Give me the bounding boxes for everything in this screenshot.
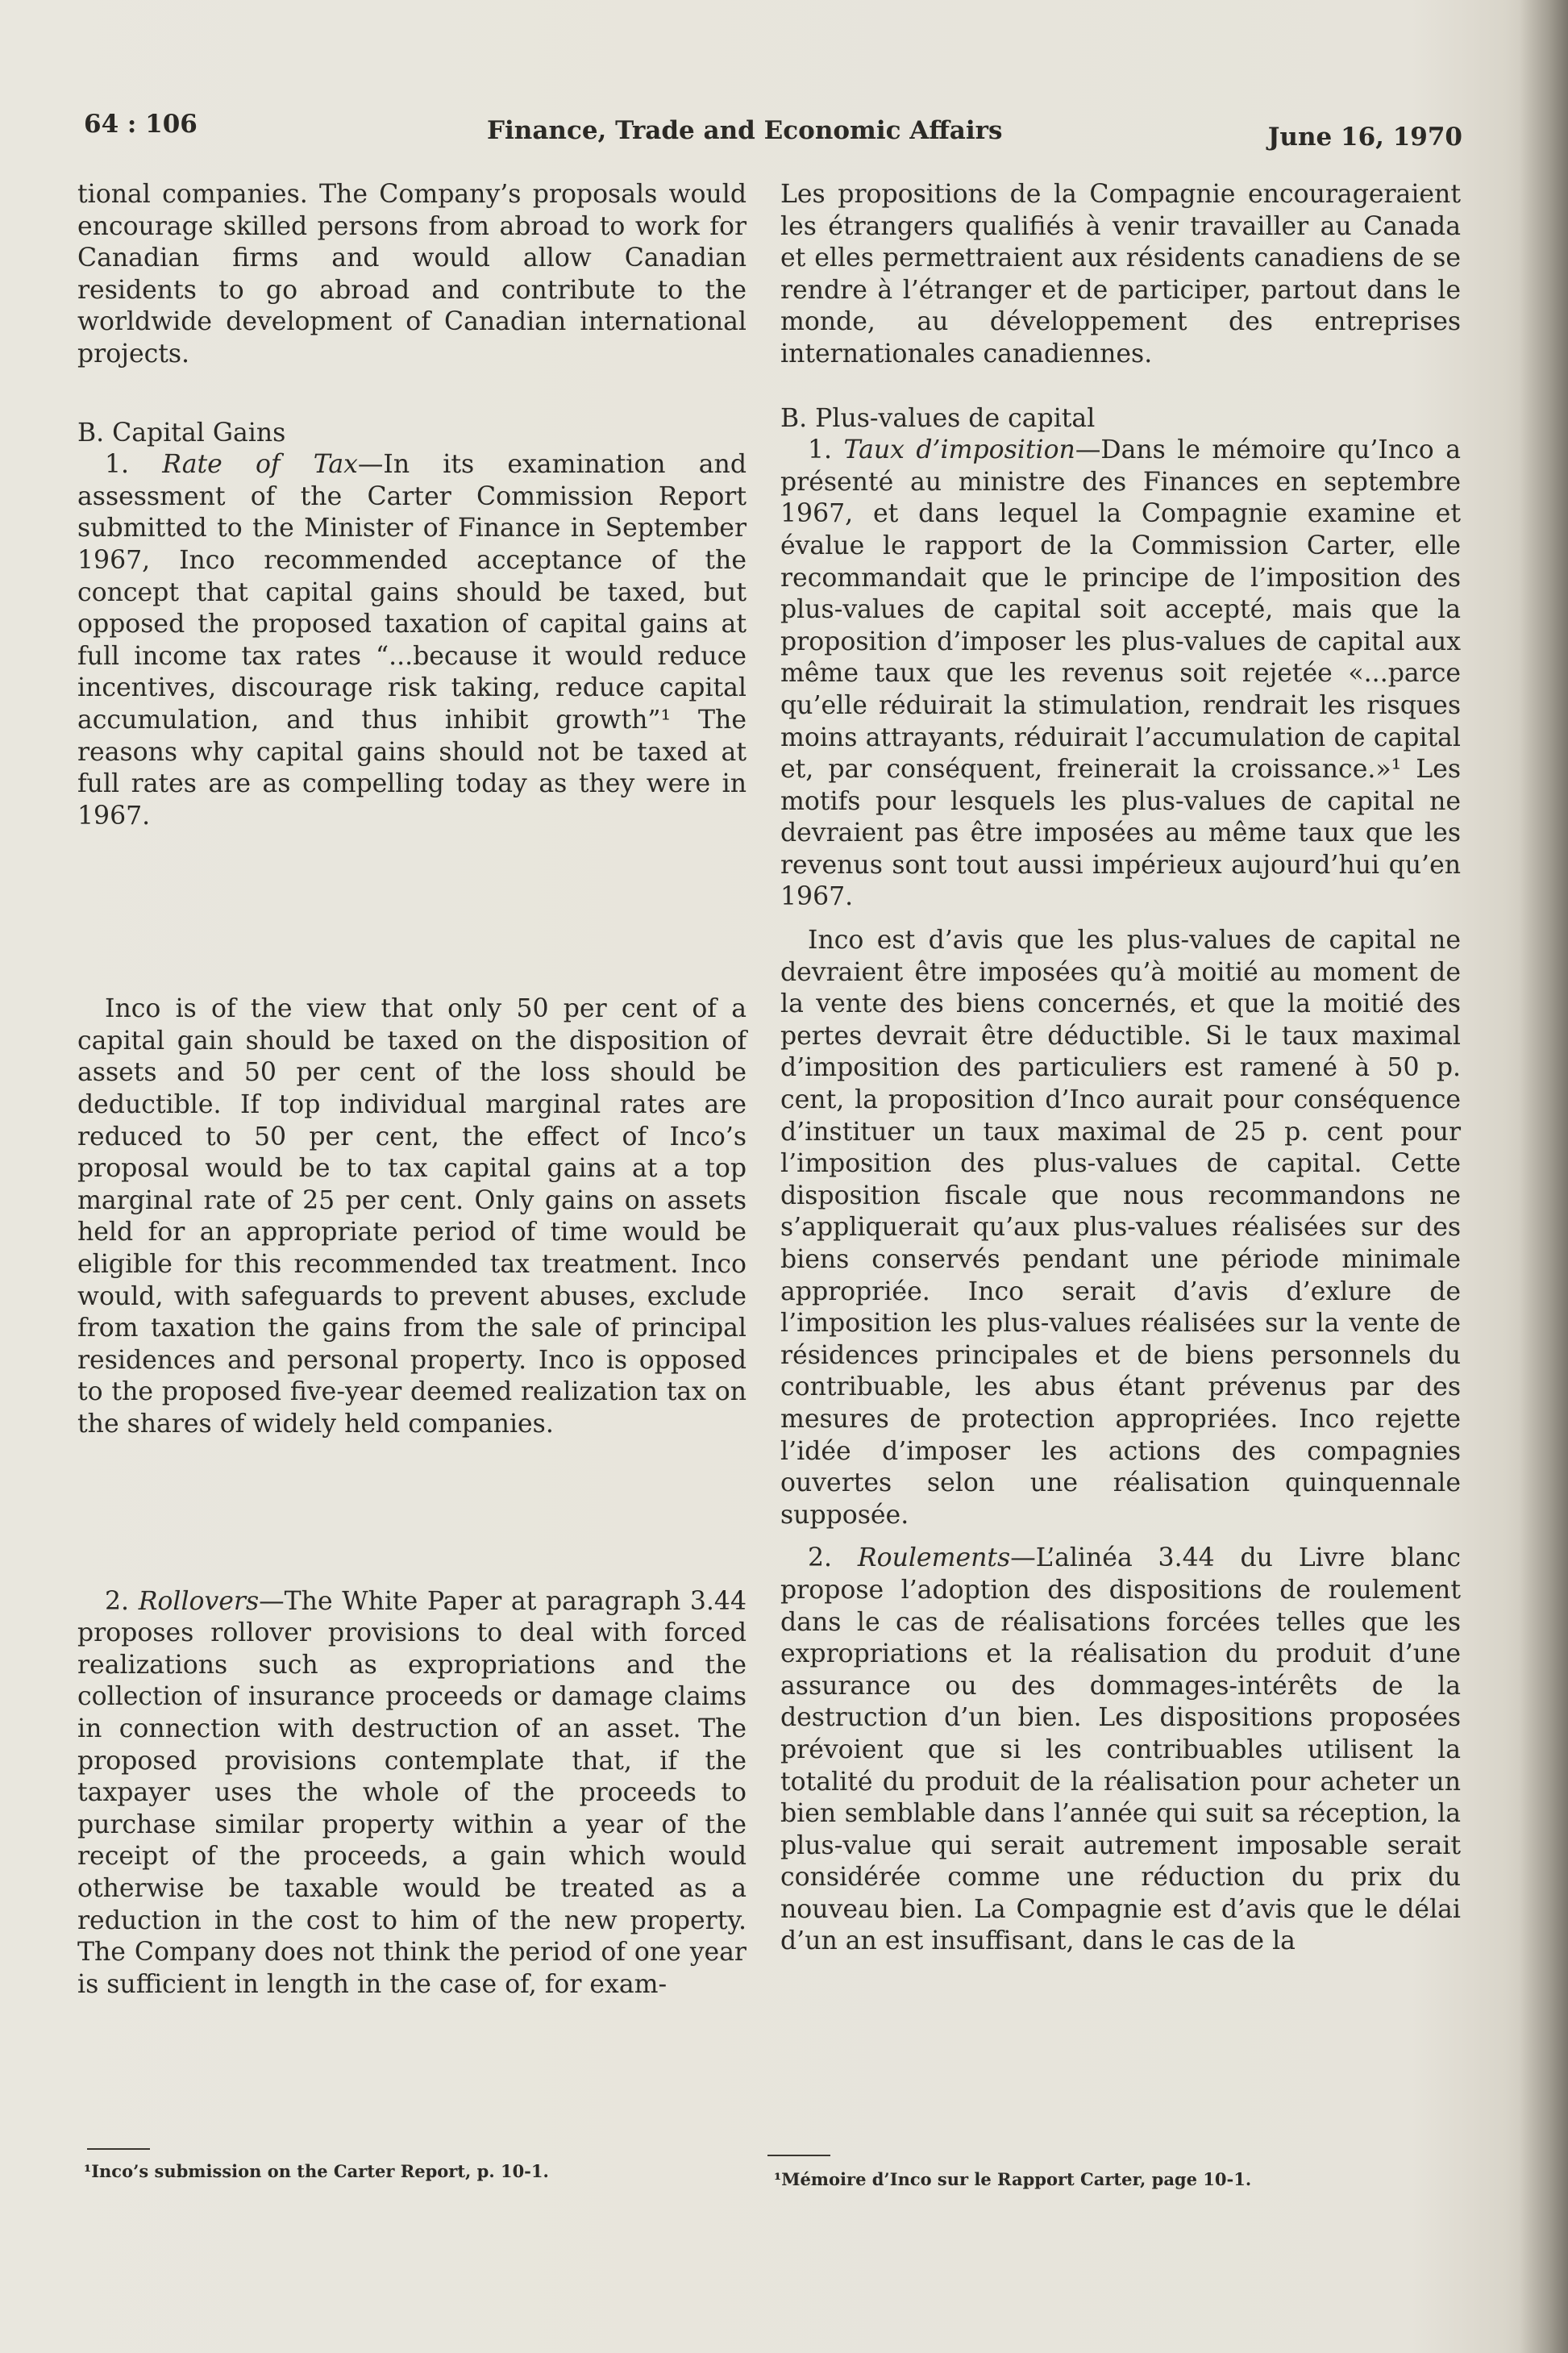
fr-p2-title: Roulements	[857, 1543, 1011, 1573]
fr-footnote-rule	[767, 2155, 830, 2156]
fr-p1-number: 1.	[808, 435, 833, 465]
en-p2-title: Rollovers	[138, 1586, 260, 1616]
fr-p2-body: —L’alinéa 3.44 du Livre blanc propose l’adoption des dispositions de roulement dans le cas de réalisations forcées telles que les expropriations et la réalisation du produit d’une assurance ou des dommages-intérêts de la destruction d’un bien. Les dispositions proposées prévoient que si les contribuables utilisent la totalité du produit de la réalisation pour acheter un bien semblable dans l’année qui suit sa réception, la plus-value qui serait autrement imposable serait considérée comme une réduction du prix du nouveau bien. La Compagnie est d’avis que le délai d’un an est insuffisant, dans le cas de la	[780, 1543, 1462, 1956]
en-p1-body: —In its examination and assessment of the Carter Commission Report submitted to the Minister of Finance in September 1967, Inco recommended acceptance of the concept that capital gains should be taxed, but opposed the proposed taxation of capital gains at full income tax rates “...because it would reduce incentives, discourage risk taking, reduce capital accumulation, and thus inhibit growth”¹ The reasons why capital gains should not be taxed at full rates are as compelling today as they were in 1967.	[77, 450, 747, 831]
en-intro-paragraph: tional companies. The Company’s proposals would encourage skilled persons from abroad to work for Canadian firms and would allow Canadian residents to go abroad and contribute to the worldwide development of Canadian international projects.	[77, 180, 747, 369]
en-paragraph-rollovers	[77, 1586, 747, 2001]
fr-paragraph-taux	[780, 435, 1461, 914]
french-column	[780, 179, 1461, 1958]
publication-title: Finance, Trade and Economic Affairs	[487, 116, 1003, 145]
en-p2-number: 2.	[105, 1586, 130, 1616]
english-column	[77, 179, 747, 2001]
fr-paragraph-inco-avis: Inco est d’avis que les plus-values de capital ne devraient être imposées qu’à moitié au moment de la vente des biens concernés, et que la moitié des pertes devrait être déductible. Si le taux maximal d’imposition des particuliers est ramené à 50 p. cent, la proposition d’Inco aurait pour conséquence d’instituer un taux maximal de 25 p. cent pour l’imposition des plus-values de capital. Cette disposition fiscale que nous recommandons ne s’appliquerait qu’aux plus-values réalisées sur des biens conservés pendant une période minimale appropriée. Inco serait d’avis d’exlure de l’imposition les plus-values réalisées sur la vente de résidences principales et de biens personnels du contribuable, les abus étant prévenus par des mesures de protection appropriées. Inco rejette l’idée d’imposer les actions des compagnies ouvertes selon une réalisation quinquennale supposée.	[780, 926, 1461, 1530]
fr-p2-number: 2.	[808, 1543, 833, 1573]
en-p2-body: —The White Paper at paragraph 3.44 proposes rollover provisions to deal with forced realizations such as expropriations and the collection of insurance proceeds or damage claims in connection with destruction of an asset. The proposed provisions contemplate that, if the taxpayer uses the whole of the proceeds to purchase similar property within a year of the receipt of the proceeds, a gain which would otherwise be taxable would be treated as a reduction in the cost to him of the new property. The Company does not think the period of one year is sufficient in length in the case of, for exam-	[77, 1586, 747, 1999]
fr-intro-paragraph: Les propositions de la Compagnie encourageraient les étrangers qualifiés à venir travailler au Canada et elles permettraient aux résidents canadiens de se rendre à l’étranger et de participer, partout dans le monde, au développement des entreprises internationales canadiennes.	[780, 180, 1461, 369]
en-paragraph-rate-of-tax	[77, 449, 747, 832]
en-paragraph-inco-view: Inco is of the view that only 50 per cent of a capital gain should be taxed on the disposition of assets and 50 per cent of the loss should be deductible. If top individual marginal rates are reduced to 50 per cent, the effect of Inco’s proposal would be to tax capital gains at a top marginal rate of 25 per cent. Only gains on assets held for an appropriate period of time would be eligible for this recommended tax treatment. Inco would, with safeguards to prevent abuses, exclude from taxation the gains from the sale of principal residences and personal property. Inco is opposed to the proposed five-year deemed realization tax on the shares of widely held companies.	[77, 994, 747, 1439]
running-header	[84, 110, 1462, 150]
fr-p1-title: Taux d’imposition	[843, 435, 1075, 465]
page-number: 64 : 106	[84, 110, 198, 139]
fr-footnote: ¹Mémoire d’Inco sur le Rapport Carter, page 10-1.	[774, 2169, 1252, 2189]
fr-paragraph-roulements	[780, 1543, 1461, 1958]
en-footnote-rule	[87, 2148, 150, 2150]
en-footnote: ¹Inco’s submission on the Carter Report, p. 10-1.	[84, 2161, 549, 2181]
en-p1-title: Rate of Tax	[162, 450, 358, 480]
fr-p1-body: —Dans le mémoire qu’Inco a présenté au ministre des Finances en septembre 1967, et dans lequel la Compagnie examine et évalue le rapport de la Commission Carter, elle recommandait que le principe de l’imposition des plus-values de capital soit accepté, mais que la proposition d’imposer les plus-values de capital aux même taux que les revenus soit rejetée «...parce qu’elle réduirait la stimulation, rendrait les risques moins attrayants, réduirait l’accumulation de capital et, par conséquent, freinerait la croissance.»¹ Les motifs pour lesquels les plus-values de capital ne devraient pas être imposées au même taux que les revenus sont tout aussi impérieux aujourd’hui qu’en 1967.	[780, 435, 1461, 912]
en-section-heading: B. Capital Gains	[77, 418, 286, 448]
en-p1-number: 1.	[105, 450, 130, 480]
page-binding-edge	[1520, 0, 1568, 2353]
header-date: June 16, 1970	[1267, 123, 1462, 152]
fr-section-heading: B. Plus-values de capital	[780, 403, 1096, 433]
